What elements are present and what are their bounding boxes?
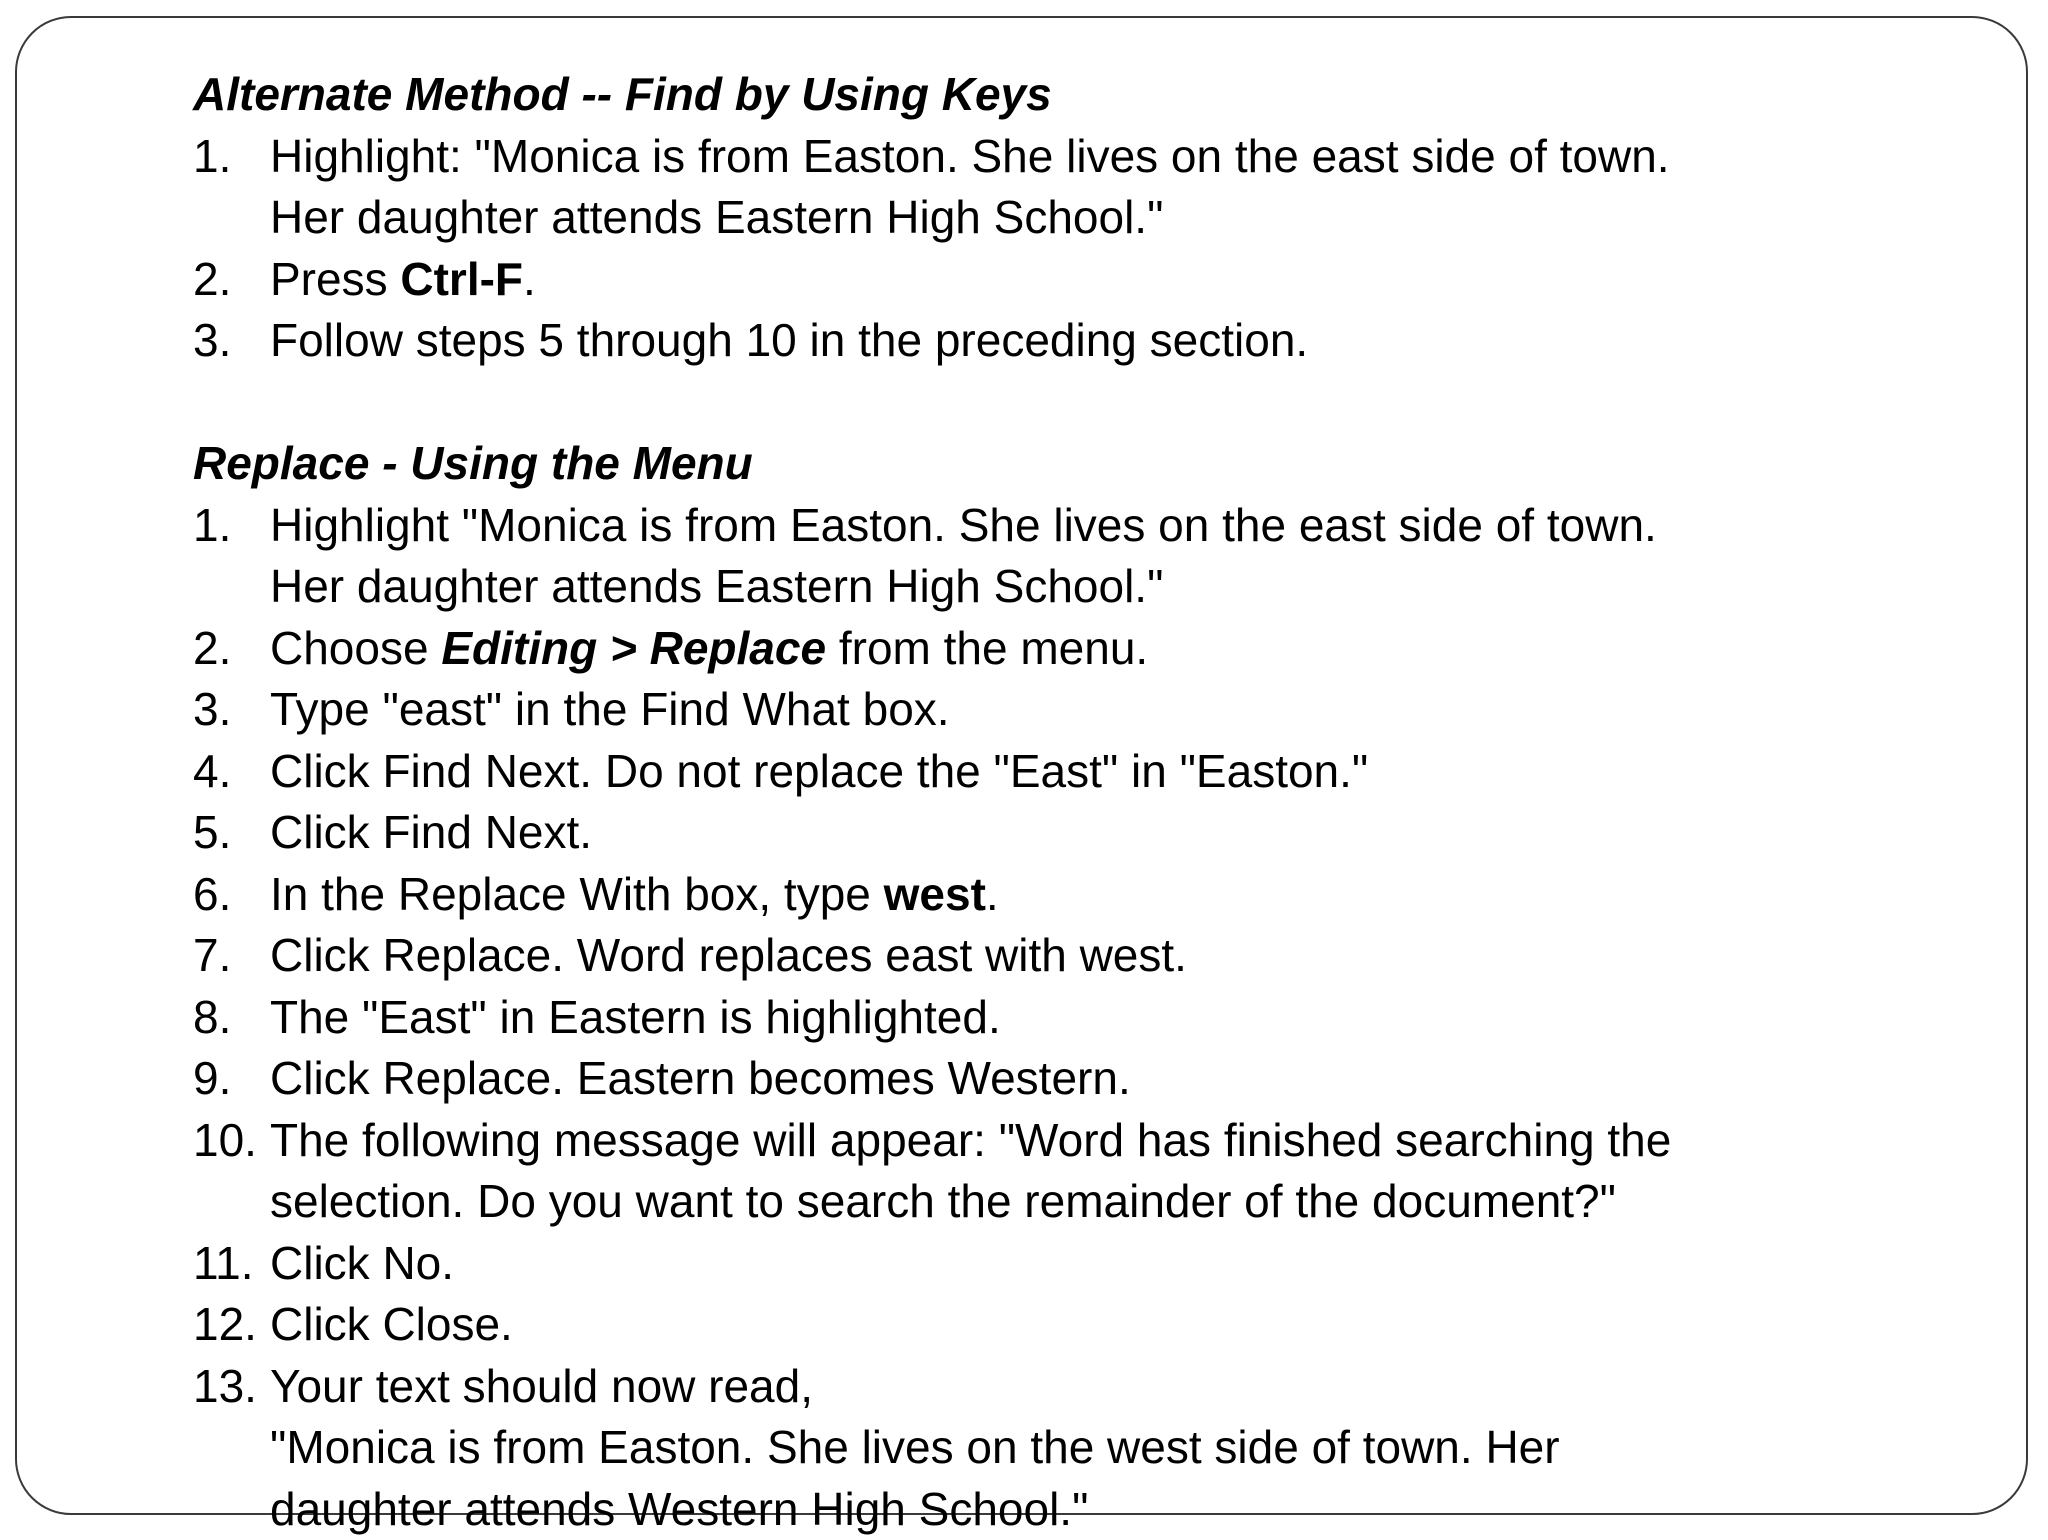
step-text-pre: Press bbox=[270, 253, 400, 305]
list-item bbox=[193, 925, 1873, 987]
step-text: Click Replace. Eastern becomes Western. bbox=[270, 1048, 1873, 1110]
list-item bbox=[193, 679, 1873, 741]
list-item bbox=[193, 310, 1873, 372]
menu-path: Editing > Replace bbox=[441, 622, 826, 674]
list-item bbox=[193, 1233, 1873, 1295]
step-text-post: from the menu. bbox=[826, 622, 1148, 674]
step-text: Click Find Next. Do not replace the "East" in "Easton." bbox=[270, 741, 1873, 803]
list-item bbox=[193, 249, 1873, 311]
step-text-line: "Monica is from Easton. She lives on the west side of town. Her bbox=[270, 1417, 1873, 1479]
step-text: Click No. bbox=[270, 1233, 1873, 1295]
step-number: 1. bbox=[193, 126, 270, 249]
step-number: 2. bbox=[193, 249, 270, 311]
step-number: 2. bbox=[193, 618, 270, 680]
list-item bbox=[193, 741, 1873, 803]
step-number: 4. bbox=[193, 741, 270, 803]
step-number: 7. bbox=[193, 925, 270, 987]
step-text: Follow steps 5 through 10 in the preceding section. bbox=[270, 310, 1873, 372]
step-text bbox=[270, 1110, 1873, 1233]
list-item bbox=[193, 1356, 1873, 1540]
step-text bbox=[270, 126, 1873, 249]
step-text bbox=[270, 864, 1873, 926]
list-item bbox=[193, 618, 1873, 680]
step-text-post: . bbox=[986, 868, 999, 920]
list-item bbox=[193, 802, 1873, 864]
step-text-line: Highlight: "Monica is from Easton. She lives on the east side of town. bbox=[270, 126, 1873, 188]
step-text bbox=[270, 1356, 1873, 1540]
step-text-post: . bbox=[523, 253, 536, 305]
replacement-word: west bbox=[884, 868, 986, 920]
step-number: 3. bbox=[193, 679, 270, 741]
slide-frame bbox=[15, 16, 2028, 1515]
step-text bbox=[270, 618, 1873, 680]
step-number: 6. bbox=[193, 864, 270, 926]
list-item bbox=[193, 1110, 1873, 1233]
step-text-line: Your text should now read, bbox=[270, 1356, 1873, 1418]
step-text-line: Her daughter attends Eastern High School." bbox=[270, 556, 1873, 618]
step-text: Type "east" in the Find What box. bbox=[270, 679, 1873, 741]
keyboard-shortcut: Ctrl-F bbox=[400, 253, 523, 305]
list-item bbox=[193, 1048, 1873, 1110]
step-number: 12. bbox=[193, 1294, 270, 1356]
step-number: 13. bbox=[193, 1356, 270, 1540]
step-text bbox=[270, 249, 1873, 311]
section-spacer bbox=[193, 372, 1873, 434]
step-text-line: Her daughter attends Eastern High School." bbox=[270, 187, 1873, 249]
list-item bbox=[193, 987, 1873, 1049]
list-item bbox=[193, 126, 1873, 249]
section-heading-replace-menu: Replace - Using the Menu bbox=[193, 433, 1873, 495]
step-number: 9. bbox=[193, 1048, 270, 1110]
step-text-pre: In the Replace With box, type bbox=[270, 868, 884, 920]
step-number: 8. bbox=[193, 987, 270, 1049]
step-number: 10. bbox=[193, 1110, 270, 1233]
step-number: 1. bbox=[193, 495, 270, 618]
list-item bbox=[193, 1294, 1873, 1356]
step-text-line: Highlight "Monica is from Easton. She lives on the east side of town. bbox=[270, 495, 1873, 557]
section-heading-find-by-keys: Alternate Method -- Find by Using Keys bbox=[193, 64, 1873, 126]
list-item bbox=[193, 495, 1873, 618]
step-text-pre: Choose bbox=[270, 622, 441, 674]
step-text bbox=[270, 495, 1873, 618]
step-number: 5. bbox=[193, 802, 270, 864]
step-text: The "East" in Eastern is highlighted. bbox=[270, 987, 1873, 1049]
list-item bbox=[193, 864, 1873, 926]
step-text: Click Replace. Word replaces east with west. bbox=[270, 925, 1873, 987]
step-number: 3. bbox=[193, 310, 270, 372]
step-number: 11. bbox=[193, 1233, 270, 1295]
step-text-line: The following message will appear: "Word has finished searching the bbox=[270, 1110, 1873, 1172]
step-text: Click Close. bbox=[270, 1294, 1873, 1356]
step-text-line: selection. Do you want to search the remainder of the document?" bbox=[270, 1171, 1873, 1233]
step-text: Click Find Next. bbox=[270, 802, 1873, 864]
step-text-line: daughter attends Western High School." bbox=[270, 1479, 1873, 1540]
slide-content bbox=[193, 64, 1873, 1540]
